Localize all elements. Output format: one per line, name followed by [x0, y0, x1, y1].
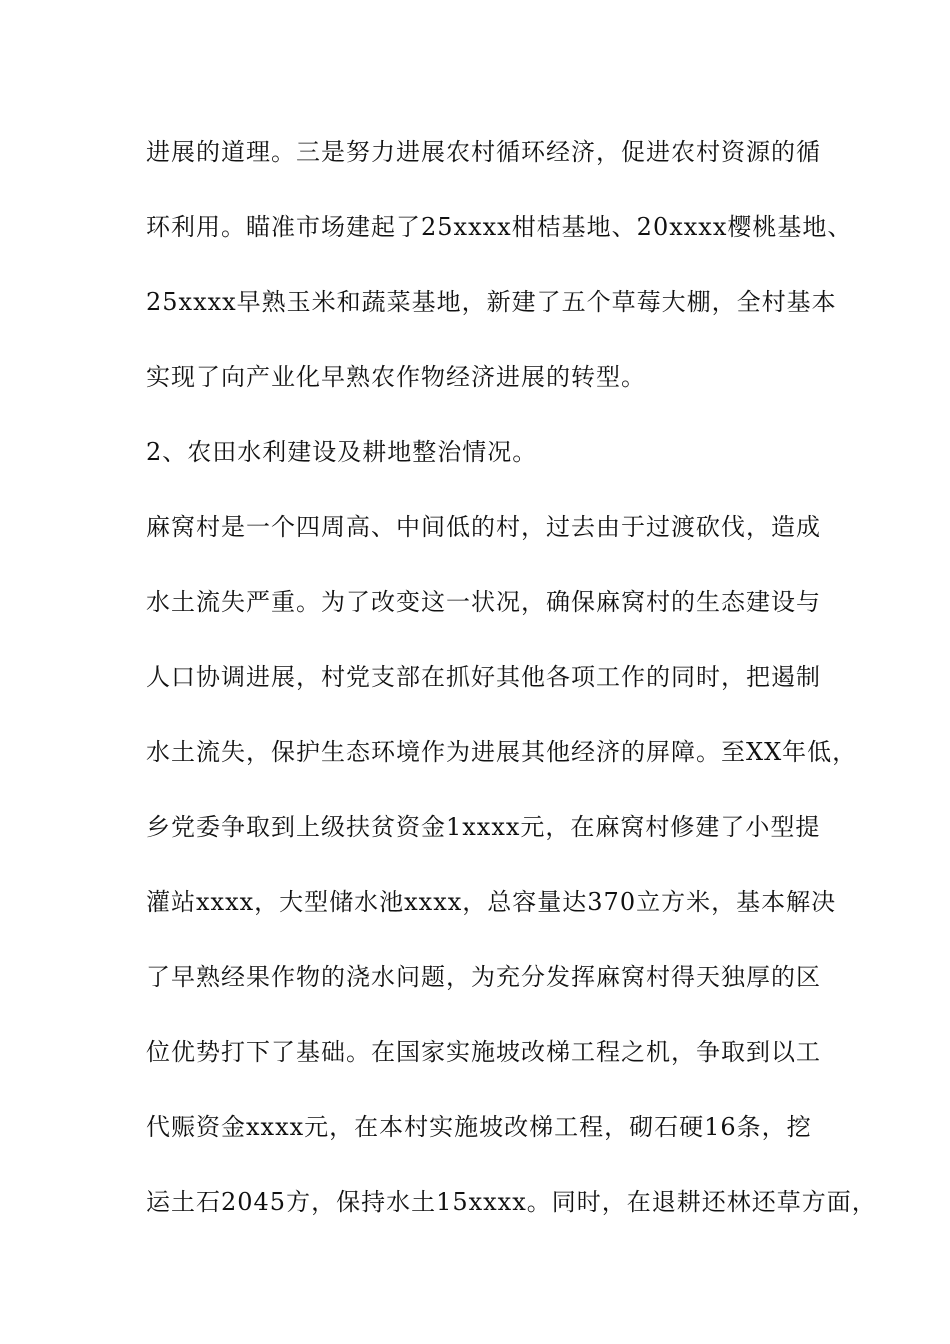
- text-line: 实现了向产业化早熟农作物经济进展的转型。: [146, 363, 646, 391]
- text-line: 水土流失，保护生态环境作为进展其他经济的屏障。至XX年低，: [146, 738, 858, 766]
- text-line: 位优势打下了基础。在国家实施坡改梯工程之机，争取到以工: [146, 1038, 821, 1066]
- text-line: 环利用。瞄准市场建起了25xxxx柑桔基地、20xxxx樱桃基地、: [146, 213, 853, 241]
- text-line: 进展的道理。三是努力进展农村循环经济，促进农村资源的循: [146, 138, 821, 166]
- text-line: 麻窝村是一个四周高、中间低的村，过去由于过渡砍伐，造成: [146, 513, 821, 541]
- text-line: 25xxxx早熟玉米和蔬菜基地，新建了五个草莓大棚，全村基本: [146, 288, 837, 316]
- text-line: 代赈资金xxxx元，在本村实施坡改梯工程，砌石硬16条，挖: [146, 1113, 812, 1141]
- text-line: 了早熟经果作物的浇水问题，为充分发挥麻窝村得天独厚的区: [146, 963, 821, 991]
- section-heading: 2、农田水利建设及耕地整治情况。: [146, 438, 538, 466]
- text-line: 乡党委争取到上级扶贫资金1xxxx元，在麻窝村修建了小型提: [146, 813, 821, 841]
- text-line: 人口协调进展，村党支部在抓好其他各项工作的同时，把遏制: [146, 663, 821, 691]
- text-line: 运土石2045方，保持水土15xxxx。同时，在退耕还林还草方面，: [146, 1188, 877, 1216]
- text-line: 水土流失严重。为了改变这一状况，确保麻窝村的生态建设与: [146, 588, 821, 616]
- text-line: 灌站xxxx，大型储水池xxxx，总容量达370立方米，基本解决: [146, 888, 837, 916]
